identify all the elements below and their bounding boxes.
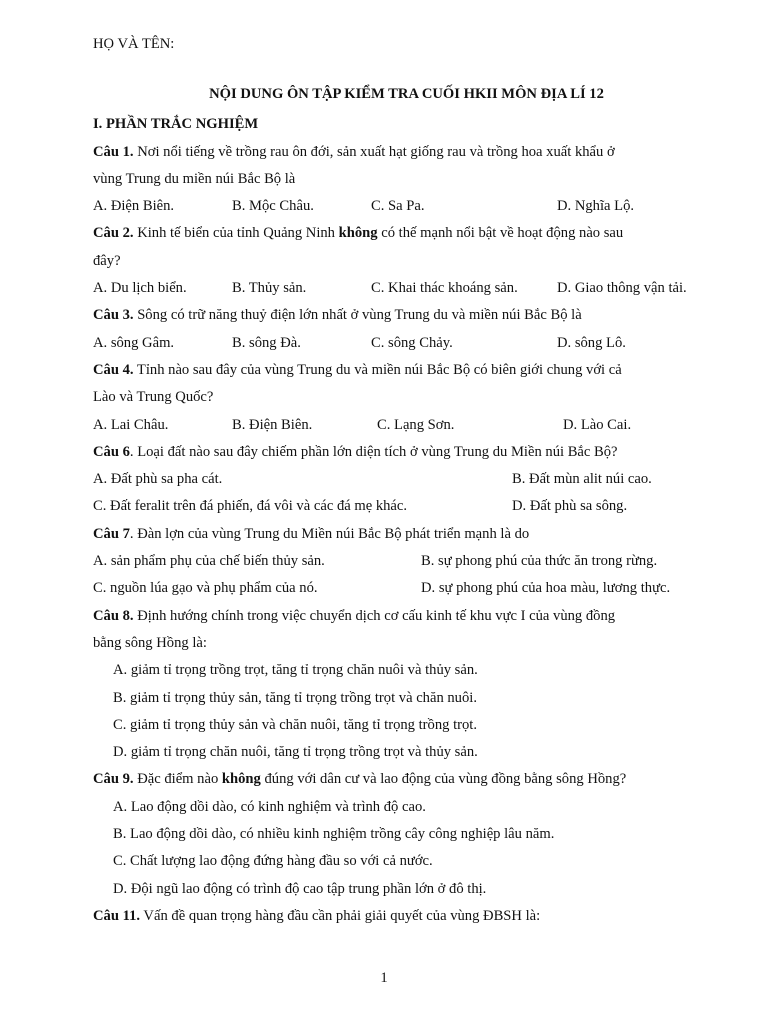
option-d: D. Đội ngũ lao động có trình độ cao tập trung phần lớn ở đô thị. (113, 880, 487, 897)
question-4-cont: Lào và Trung Quốc? (93, 389, 214, 406)
question-3-options (93, 330, 720, 357)
question-7-options-row2 (93, 575, 720, 602)
question-4 (93, 357, 720, 384)
question-2 (93, 220, 720, 247)
question-3 (93, 302, 720, 329)
option-a: A. Lao động dồi dào, có kinh nghiệm và trình độ cao. (113, 798, 426, 815)
option-b: B. Mộc Châu. (232, 198, 314, 215)
option-b: B. Điện Biên. (232, 416, 313, 433)
option-c: C. sông Chảy. (371, 334, 453, 351)
option-c: C. Sa Pa. (371, 198, 425, 215)
question-number: Câu 9. (93, 771, 134, 788)
option-a: A. Đất phù sa pha cát. (93, 471, 223, 488)
option-d: D. sông Lô. (557, 334, 626, 351)
option-d: D. giảm tỉ trọng chăn nuôi, tăng tỉ trọng trồng trọt và thủy sản. (113, 744, 478, 761)
question-text: Nơi nổi tiếng về trồng rau ôn đới, sản xuất hạt giống rau và trồng hoa xuất khẩu ở (133, 143, 615, 160)
question-number: Câu 3. (93, 307, 134, 324)
question-6-options-row2 (93, 493, 720, 520)
option-b: B. sự phong phú của thức ăn trong rừng. (421, 553, 658, 570)
question-number: Câu 6 (93, 443, 130, 460)
question-8-cont: bằng sông Hồng là: (93, 634, 207, 651)
question-2-options (93, 275, 720, 302)
question-8 (93, 603, 720, 630)
option-c: C. giảm tỉ trọng thủy sản và chăn nuôi, tăng tỉ trọng trồng trọt. (113, 716, 477, 733)
question-number: Câu 8. (93, 607, 134, 624)
option-b: B. giảm tỉ trọng thủy sản, tăng tỉ trọng trồng trọt và chăn nuôi. (113, 689, 477, 706)
question-keyword: không (338, 225, 378, 242)
option-b: B. Thủy sản. (232, 280, 307, 297)
option-b: B. Lao động dồi dào, có nhiều kinh nghiệm trồng cây công nghiệp lâu năm. (113, 826, 555, 843)
option-d: D. Giao thông vận tải. (557, 280, 687, 297)
question-text: Định hướng chính trong việc chuyển dịch cơ cấu kinh tế khu vực I của vùng đồng (133, 607, 616, 624)
option-d: D. sự phong phú của hoa màu, lương thực. (421, 580, 671, 597)
option-d: D. Lào Cai. (563, 416, 632, 433)
question-2-cont: đây? (93, 252, 121, 269)
option-a: A. sản phẩm phụ của chế biến thủy sản. (93, 553, 325, 570)
question-text: Tỉnh nào sau đây của vùng Trung du và miền núi Bắc Bộ có biên giới chung với cả (133, 361, 622, 378)
question-number: Câu 11. (93, 907, 141, 924)
question-7 (93, 521, 720, 548)
option-c: C. Chất lượng lao động đứng hàng đầu so với cả nước. (113, 853, 433, 870)
option-a: A. Điện Biên. (93, 198, 175, 215)
option-a: A. sông Gâm. (93, 334, 175, 351)
question-1-options (93, 193, 720, 220)
option-c: C. Khai thác khoáng sản. (371, 280, 518, 297)
question-9 (93, 766, 720, 793)
question-text: Vấn đề quan trọng hàng đầu cần phải giải quyết của vùng ĐBSH là: (140, 907, 541, 924)
option-a: A. Lai Châu. (93, 416, 169, 433)
option-a: A. giảm tỉ trọng trồng trọt, tăng tỉ trọng chăn nuôi và thủy sản. (113, 662, 478, 679)
option-d: D. Đất phù sa sông. (512, 498, 628, 515)
option-c: C. Lạng Sơn. (377, 416, 455, 433)
question-text: đúng với dân cư và lao động của vùng đồng bằng sông Hồng? (260, 771, 627, 788)
question-keyword: không (221, 771, 261, 788)
question-1-cont: vùng Trung du miền núi Bắc Bộ là (93, 170, 296, 187)
question-text: . Đàn lợn của vùng Trung du Miền núi Bắc Bộ phát triển mạnh là do (129, 525, 530, 542)
question-number: Câu 1. (93, 143, 134, 160)
option-c: C. nguồn lúa gạo và phụ phẩm của nó. (93, 580, 318, 597)
question-number: Câu 2. (93, 225, 134, 242)
page-number: 1 (380, 970, 388, 986)
option-b: B. sông Đà. (232, 334, 301, 351)
document-title: NỘI DUNG ÔN TẬP KIỂM TRA CUỐI HKII MÔN ĐỊA LÍ 12 (209, 86, 604, 102)
question-6 (93, 439, 720, 466)
question-6-options-row1 (93, 466, 720, 493)
question-number: Câu 7 (93, 525, 130, 542)
question-1 (93, 139, 720, 166)
option-c: C. Đất feralit trên đá phiến, đá vôi và các đá mẹ khác. (93, 498, 408, 515)
question-4-options (93, 412, 720, 439)
question-text: Đặc điểm nào (133, 771, 222, 788)
option-d: D. Nghĩa Lộ. (557, 198, 635, 215)
question-text: Kinh tế biển của tỉnh Quảng Ninh (133, 225, 339, 242)
question-text: . Loại đất nào sau đây chiếm phần lớn diện tích ở vùng Trung du Miền núi Bắc Bộ? (129, 443, 618, 460)
question-7-options-row1 (93, 548, 720, 575)
question-text: Sông có trữ năng thuỷ điện lớn nhất ở vùng Trung du và miền núi Bắc Bộ là (133, 307, 582, 324)
question-text: có thế mạnh nổi bật về hoạt động nào sau (377, 225, 624, 242)
name-label: HỌ VÀ TÊN: (93, 36, 175, 52)
option-b: B. Đất mùn alit núi cao. (512, 471, 652, 488)
question-11 (93, 903, 720, 930)
question-number: Câu 4. (93, 361, 134, 378)
option-a: A. Du lịch biển. (93, 280, 187, 297)
section-heading: I. PHẦN TRẮC NGHIỆM (93, 116, 259, 133)
